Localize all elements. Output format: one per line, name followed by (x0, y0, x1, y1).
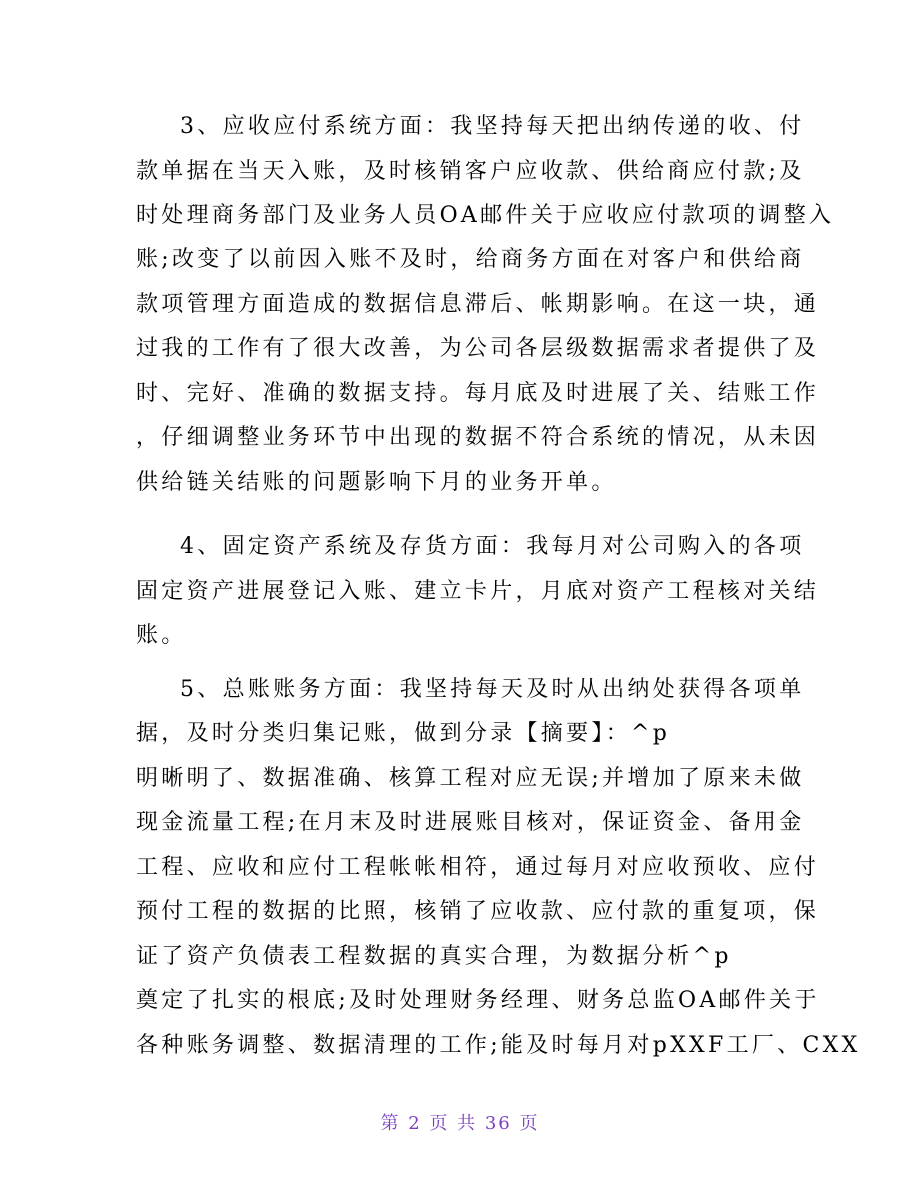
paragraph-line: 4、固定资产系统及存货方面：我每月对公司购入的各项 (180, 534, 805, 559)
paragraph-line: 据，及时分类归集记账，做到分录【摘要】：^p (136, 721, 671, 746)
paragraph-line: 证了资产负债表工程数据的真实合理，为数据分析^p (136, 944, 732, 969)
paragraph-line: 现金流量工程;在月末及时进展账目核对，保证资金、备用金 (136, 810, 805, 835)
paragraph-line: 款项管理方面造成的数据信息滞后、帐期影响。在这一块，通 (136, 292, 820, 317)
paragraph-line: ，仔细调整业务环节中出现的数据不符合系统的情况，从未因 (136, 425, 820, 450)
paragraph-line: 奠定了扎实的根底;及时处理财务经理、财务总监OA邮件关于 (136, 988, 820, 1013)
paragraph-line: 3、应收应付系统方面：我坚持每天把出纳传递的收、付 (180, 114, 805, 139)
paragraph-line: 时处理商务部门及业务人员OA邮件关于应收应付款项的调整入 (136, 203, 835, 228)
paragraph-line: 账;改变了以前因入账不及时，给商务方面在对客户和供给商 (136, 247, 805, 272)
paragraph-line: 明晰明了、数据准确、核算工程对应无误;并增加了原来未做 (136, 766, 805, 791)
paragraph-line: 供给链关结账的问题影响下月的业务开单。 (136, 470, 617, 495)
paragraph-line: 预付工程的数据的比照，核销了应收款、应付款的重复项，保 (136, 899, 820, 924)
paragraph-line: 5、总账账务方面：我坚持每天及时从出纳处获得各项单 (180, 677, 805, 702)
paragraph-line: 时、完好、准确的数据支持。每月底及时进展了关、结账工作 (136, 381, 820, 406)
paragraph-line: 固定资产进展登记入账、建立卡片，月底对资产工程核对关结 (136, 579, 820, 604)
paragraph-line: 工程、应收和应付工程帐帐相符，通过每月对应收预收、应付 (136, 855, 820, 880)
paragraph-line: 各种账务调整、数据清理的工作;能及时每月对pXXF工厂、CXX (136, 1033, 861, 1058)
page-number-footer: 第 2 页 共 36 页 (380, 1113, 540, 1134)
paragraph-line: 过我的工作有了很大改善，为公司各层级数据需求者提供了及 (136, 336, 820, 361)
paragraph-line: 账。 (136, 623, 187, 648)
paragraph-line: 款单据在当天入账，及时核销客户应收款、供给商应付款;及 (136, 159, 805, 184)
